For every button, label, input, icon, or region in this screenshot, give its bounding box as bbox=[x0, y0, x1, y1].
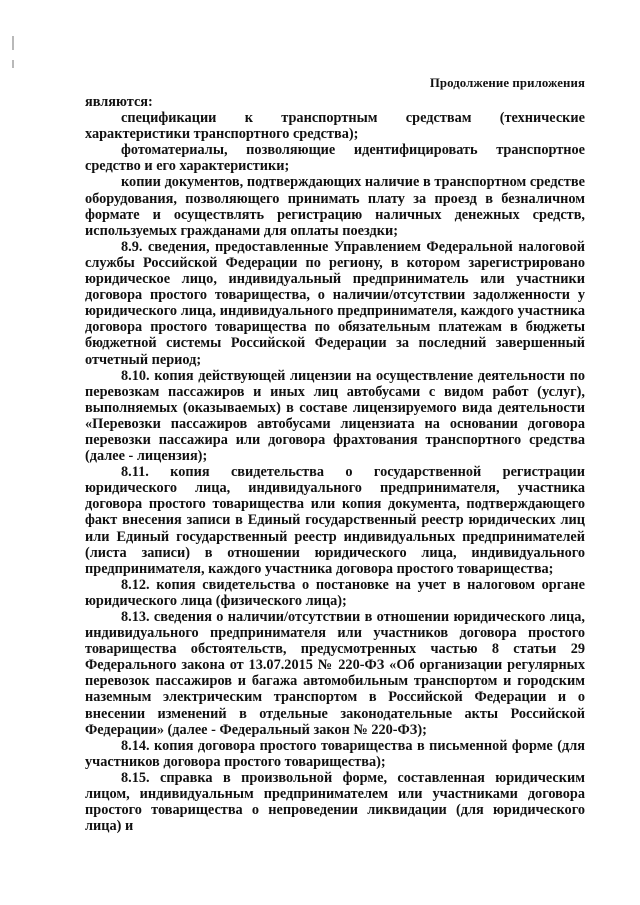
paragraph: 8.13. сведения о наличии/отсутствии в отношении юридического лица, индивидуального предпринимателя или участников договора простого товарищества обстоятельств, предусмотренных частью 8 статьи 29 Федерального закона от 13.07.2015 № 220-ФЗ «Об организации регулярных перевозок пассажиров и багажа автомобильным транспортом и городским наземным электрическим транспортом в Российской Федерации и о внесении изменений в отдельные законодательные акты Российской Федерации» (далее - Федеральный закон № 220-ФЗ); bbox=[85, 609, 585, 738]
paragraph: являются: bbox=[85, 94, 153, 110]
paragraph: 8.10. копия действующей лицензии на осуществление деятельности по перевозкам пассажиров и иных лиц автобусами с видом работ (услуг), выполняемых (оказываемых) в составе лицензируемого вида деятельности «Перевозки пассажиров автобусами лицензиата на основании договора перевозки пассажира или договора фрахтования транспортного средства (далее - лицензия); bbox=[85, 367, 585, 465]
page-header: Продолжение приложения bbox=[429, 76, 585, 90]
paragraph: 8.9. сведения, предоставленные Управлением Федеральной налоговой службы Российской Федерации по региону, в котором зарегистрировано юридическое лицо, индивидуальный предприниматель или участники договора простого товарищества, о наличии/отсутствии задолженности у юридического лица, индивидуального предпринимателя, каждого участника договора простого товарищества по обязательным платежам в бюджеты бюджетной системы Российской Федерации за последний завершенный отчетный период; bbox=[85, 238, 585, 368]
paragraph: спецификации к транспортным средствам (технические характеристики транспортного средства); bbox=[85, 110, 585, 143]
paragraph: копии документов, подтверждающих наличие в транспортном средстве оборудования, позволяющего принимать плату за проезд в безналичном формате и осуществлять регистрацию наличных денежных средств, используемых гражданами для оплаты поездки; bbox=[85, 174, 585, 239]
paragraph: 8.11. копия свидетельства о государственной регистрации юридического лица, индивидуального предпринимателя, участника договора простого товарищества или копия документа, подтверждающего факт внесения записи в Единый государственный реестр юридических лиц или Единый государственный реестр индивидуальных предпринимателей (листа записи) в отношении юридического лица, индивидуального предпринимателя, каждого участника договора простого товарищества; bbox=[85, 464, 585, 577]
paragraph: фотоматериалы, позволяющие идентифицировать транспортное средство и его характеристики; bbox=[85, 142, 585, 175]
paragraph: 8.14. копия договора простого товарищества в письменной форме (для участников договора простого товарищества); bbox=[85, 737, 585, 770]
paragraph: 8.12. копия свидетельства о постановке на учет в налоговом органе юридического лица (физического лица); bbox=[85, 576, 585, 609]
scan-edge-mark bbox=[12, 60, 14, 68]
paragraph: 8.15. справка в произвольной форме, составленная юридическим лицом, индивидуальным предпринимателем или участниками договора простого товарищества о непроведении ликвидации (для юридического лица) и bbox=[85, 769, 585, 835]
document-body bbox=[85, 94, 585, 834]
scan-edge-mark bbox=[12, 36, 14, 50]
